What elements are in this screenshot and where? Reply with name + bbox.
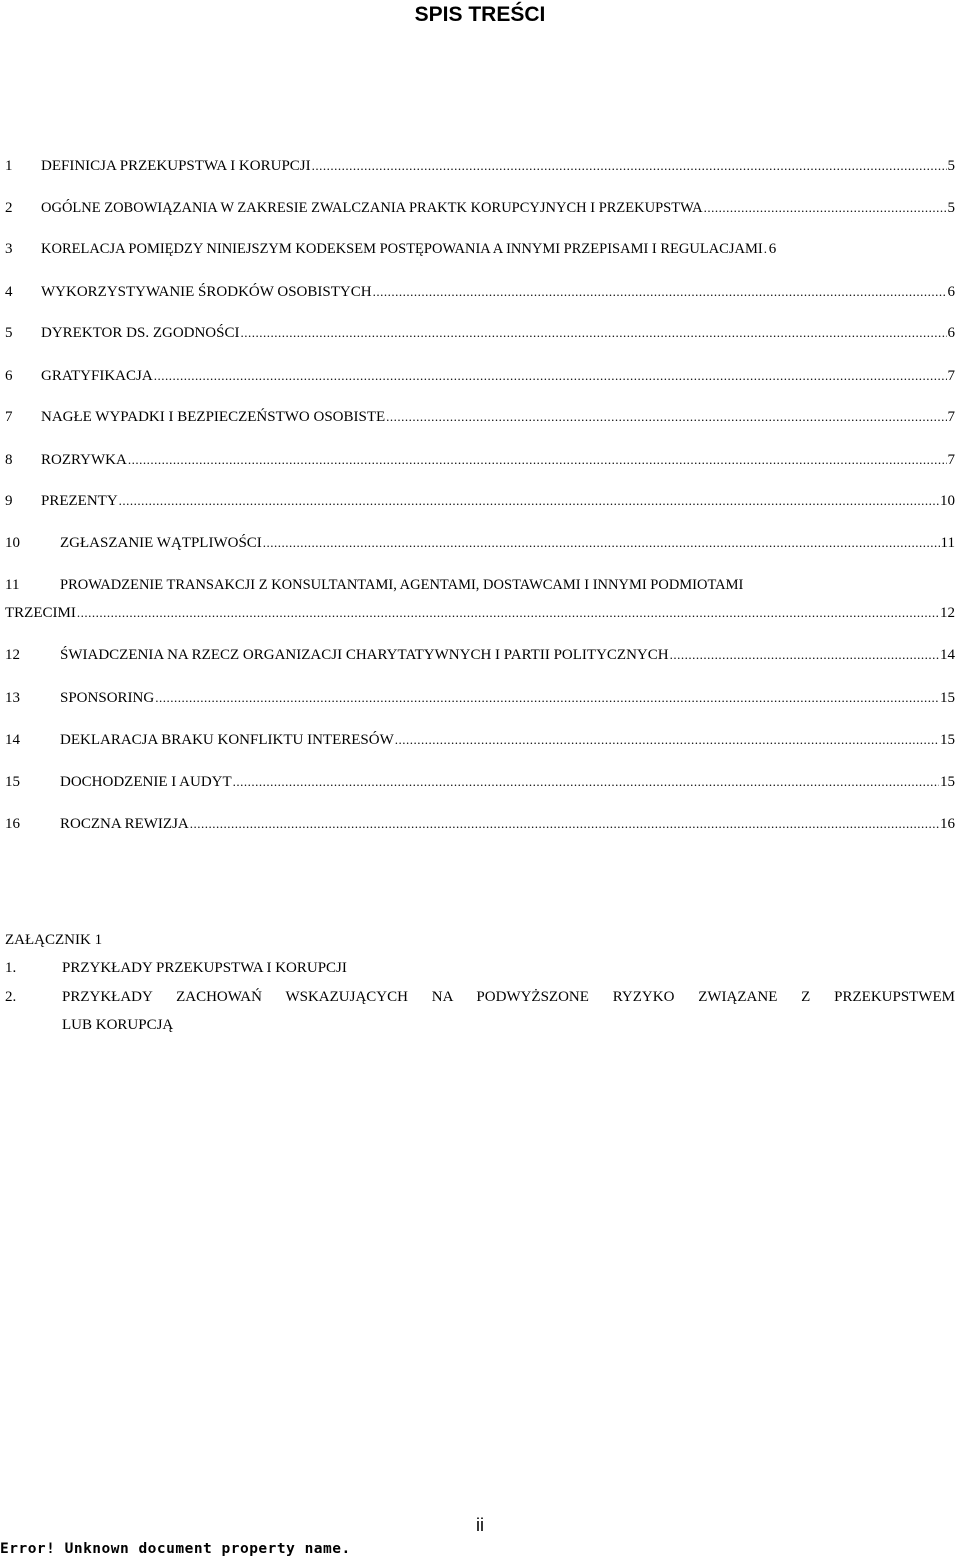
toc-entry-number: 12 bbox=[5, 647, 20, 663]
toc-entry-number: 15 bbox=[5, 774, 20, 790]
toc-dot-leader bbox=[670, 645, 939, 665]
toc-entry-1[interactable] bbox=[5, 156, 955, 176]
toc-entry-number: 13 bbox=[5, 690, 20, 706]
toc-entry-7[interactable] bbox=[5, 407, 955, 427]
page-title: SPIS TREŚCI bbox=[414, 3, 546, 26]
toc-entry-title: ROZRYWKA bbox=[41, 452, 127, 468]
toc-entry-title: DOCHODZENIE I AUDYT bbox=[60, 774, 232, 790]
annex-item-text-line2: LUB KORUPCJĄ bbox=[62, 1017, 174, 1033]
toc-entry-title: DEFINICJA PRZEKUPSTWA I KORUPCJI bbox=[41, 158, 311, 174]
toc-entry-page: 11 bbox=[940, 535, 955, 551]
toc-entry-page: 15 bbox=[940, 732, 955, 748]
toc-entry-4[interactable] bbox=[5, 282, 955, 302]
toc-dot-leader bbox=[312, 156, 947, 176]
toc-dot-leader bbox=[154, 366, 947, 386]
toc-dot-leader bbox=[190, 814, 939, 834]
toc-entry-12[interactable] bbox=[5, 645, 955, 665]
toc-entry-title: ZGŁASZANIE WĄTPLIWOŚCI bbox=[60, 535, 262, 551]
toc-entry-page: 5 bbox=[947, 158, 955, 174]
annex-item-text: PRZYKŁADY ZACHOWAŃ WSKAZUJĄCYCH NA PODWYŻSZONE RYZYKO ZWIĄZANE Z PRZEKUPSTWEM bbox=[62, 989, 955, 1005]
toc-entry-page: 16 bbox=[940, 816, 955, 832]
toc-entry-13[interactable] bbox=[5, 688, 955, 708]
toc-entry-number: 9 bbox=[5, 493, 13, 509]
page-number: ii bbox=[476, 1515, 484, 1535]
toc-entry-number: 11 bbox=[5, 577, 20, 593]
toc-entry-number: 3 bbox=[5, 241, 13, 257]
toc-entry-title: DYREKTOR DS. ZGODNOŚCI bbox=[41, 325, 240, 341]
toc-entry-number: 4 bbox=[5, 284, 13, 300]
toc-entry-title: PREZENTY bbox=[41, 493, 118, 509]
toc-entry-title: TRZECIMI bbox=[5, 605, 76, 621]
toc-entry-page: 5 bbox=[947, 200, 955, 216]
toc-entry-8[interactable] bbox=[5, 450, 955, 470]
toc-entry-title-line1: PROWADZENIE TRANSAKCJI Z KONSULTANTAMI, AGENTAMI, DOSTAWCAMI I INNYMI PODMIOTAMI bbox=[60, 577, 744, 593]
toc-entry-title: NAGŁE WYPADKI I BEZPIECZEŃSTWO OSOBISTE bbox=[41, 409, 386, 425]
toc-entry-3[interactable] bbox=[5, 239, 955, 259]
toc-entry-title: WYKORZYSTYWANIE ŚRODKÓW OSOBISTYCH bbox=[41, 284, 372, 300]
toc-entry-number: 2 bbox=[5, 200, 13, 216]
toc-entry-title: GRATYFIKACJA bbox=[41, 368, 153, 384]
toc-entry-page: 10 bbox=[940, 493, 955, 509]
toc-dot-leader bbox=[704, 198, 947, 218]
toc-entry-page: 7 bbox=[947, 452, 955, 468]
annex-item-number: 2. bbox=[5, 989, 17, 1005]
toc-entry-15[interactable] bbox=[5, 772, 955, 792]
toc-entry-9[interactable] bbox=[5, 491, 955, 511]
toc-entry-page: 6 bbox=[947, 325, 955, 341]
toc-entry-page: 7 bbox=[947, 409, 955, 425]
annex-item-1 bbox=[5, 958, 955, 978]
toc-entry-2[interactable] bbox=[5, 198, 955, 218]
toc-entry-title: OGÓLNE ZOBOWIĄZANIA W ZAKRESIE ZWALCZANIA PRAKTK KORUPCYJNYCH I PRZEKUPSTWA bbox=[41, 200, 703, 216]
toc-entry-6[interactable] bbox=[5, 366, 955, 386]
toc-dot-leader bbox=[263, 533, 940, 553]
footer-error-text: Error! Unknown document property name. bbox=[0, 1541, 351, 1557]
toc-entry-page: 7 bbox=[947, 368, 955, 384]
toc-entry-number: 8 bbox=[5, 452, 13, 468]
toc-dot-leader bbox=[395, 730, 939, 750]
toc-dot-leader bbox=[233, 772, 939, 792]
toc-dot-leader bbox=[128, 450, 947, 470]
annex-heading: ZAŁĄCZNIK 1 bbox=[5, 932, 103, 948]
toc-entry-number: 5 bbox=[5, 325, 13, 341]
toc-entry-page: 6 bbox=[768, 241, 777, 257]
toc-entry-number: 7 bbox=[5, 409, 13, 425]
toc-entry-title: SPONSORING bbox=[60, 690, 155, 706]
toc-dot-leader bbox=[155, 688, 939, 708]
toc-entry-page: 15 bbox=[940, 774, 955, 790]
toc-entry-16[interactable] bbox=[5, 814, 955, 834]
toc-entry-number: 6 bbox=[5, 368, 13, 384]
toc-dot-leader bbox=[77, 603, 939, 623]
toc-entry-title: KORELACJA POMIĘDZY NINIEJSZYM KODEKSEM POSTĘPOWANIA A INNYMI PRZEPISAMI I REGULACJAMI bbox=[41, 241, 763, 257]
toc-entry-page: 15 bbox=[940, 690, 955, 706]
toc-entry-page: 14 bbox=[940, 647, 955, 663]
toc-dot-leader bbox=[764, 239, 768, 259]
toc-entry-title: ROCZNA REWIZJA bbox=[60, 816, 189, 832]
annex-item-number: 1. bbox=[5, 960, 17, 976]
toc-entry-11[interactable] bbox=[5, 575, 955, 623]
annex-item-text: PRZYKŁADY PRZEKUPSTWA I KORUPCJI bbox=[62, 960, 347, 976]
toc-entry-page: 12 bbox=[940, 605, 955, 621]
toc-entry-number: 10 bbox=[5, 535, 20, 551]
annex-item-2 bbox=[5, 987, 955, 1035]
toc-dot-leader bbox=[119, 491, 939, 511]
toc-entry-title: ŚWIADCZENIA NA RZECZ ORGANIZACJI CHARYTATYWNYCH I PARTII POLITYCZNYCH bbox=[60, 647, 669, 663]
toc-dot-leader bbox=[241, 323, 947, 343]
toc-entry-title: DEKLARACJA BRAKU KONFLIKTU INTERESÓW bbox=[60, 732, 394, 748]
toc-entry-5[interactable] bbox=[5, 323, 955, 343]
toc-entry-number: 16 bbox=[5, 816, 20, 832]
toc-dot-leader bbox=[386, 407, 946, 427]
toc-entry-number: 1 bbox=[5, 158, 13, 174]
toc-dot-leader bbox=[373, 282, 947, 302]
toc-entry-number: 14 bbox=[5, 732, 20, 748]
toc-entry-14[interactable] bbox=[5, 730, 955, 750]
toc-entry-10[interactable] bbox=[5, 533, 955, 553]
toc-entry-page: 6 bbox=[947, 284, 955, 300]
